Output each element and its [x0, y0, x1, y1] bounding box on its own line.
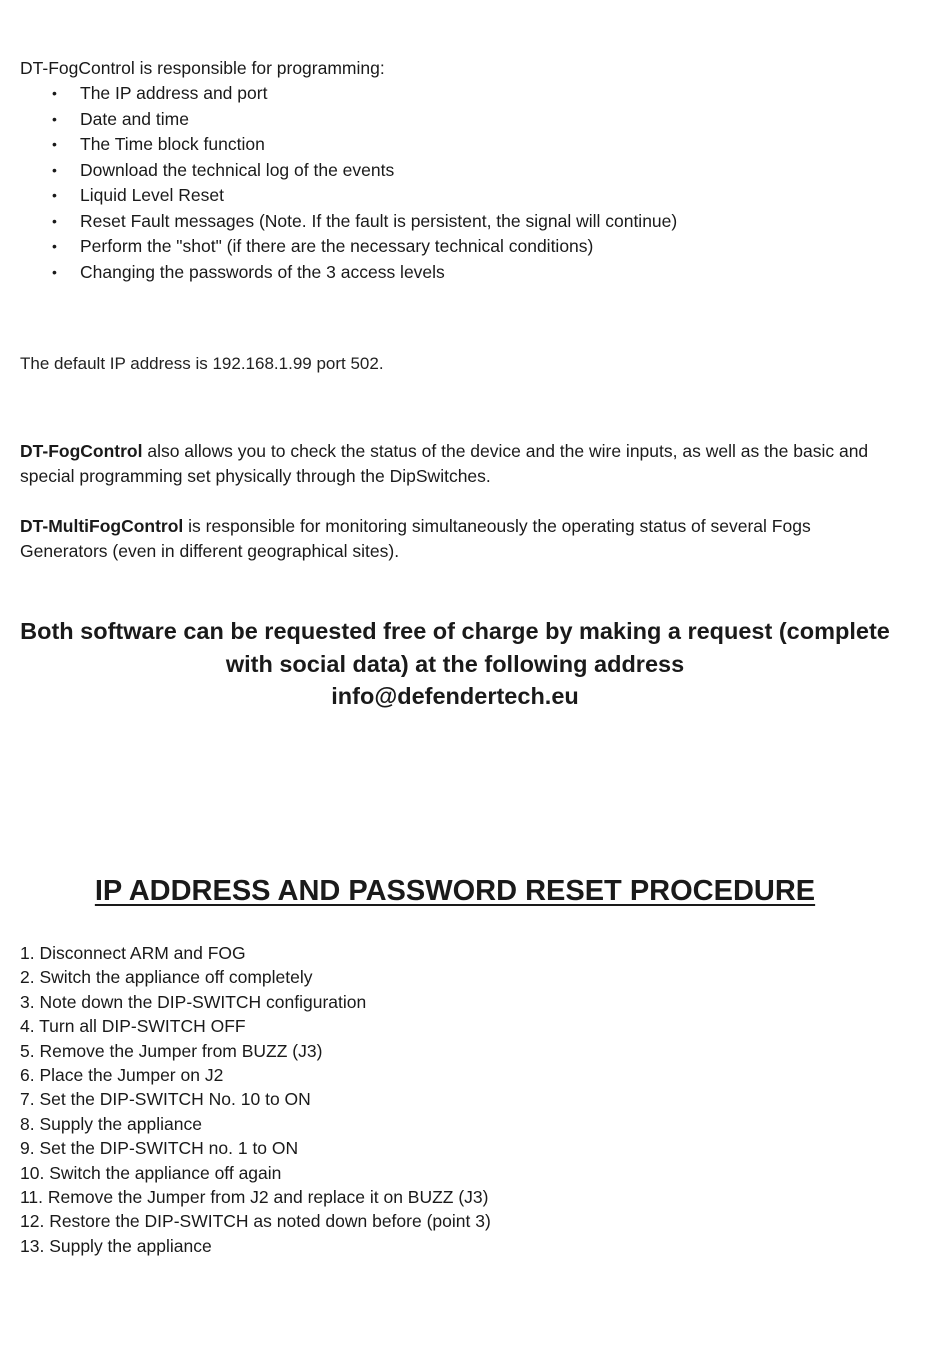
list-item: 10. Switch the appliance off again	[20, 1162, 282, 1183]
bullet-icon: •	[52, 161, 57, 178]
list-item	[20, 234, 677, 260]
notice-line-1: Both software can be requested free of charge by making a request (complete	[20, 618, 890, 644]
list-item	[20, 209, 677, 235]
list-item: 7. Set the DIP-SWITCH No. 10 to ON	[20, 1089, 311, 1110]
feature-list	[20, 81, 677, 285]
bullet-icon: •	[52, 136, 57, 152]
feature-item-label: Reset Fault messages (Note. If the fault is persistent, the signal will continue)	[80, 210, 678, 231]
bullet-icon: •	[52, 238, 57, 254]
list-item: 2. Switch the appliance off completely	[20, 967, 313, 988]
feature-item-label: The Time block function	[80, 134, 265, 154]
list-item: 13. Supply the appliance	[20, 1235, 212, 1256]
feature-item-label: Changing the passwords of the 3 access levels	[80, 261, 445, 282]
list-item: 9. Set the DIP-SWITCH no. 1 to ON	[20, 1138, 299, 1159]
list-item	[20, 132, 677, 158]
bullet-icon: •	[52, 263, 57, 280]
feature-item-label: The IP address and port	[80, 83, 268, 103]
list-item	[20, 260, 677, 286]
default-ip-text: The default IP address is 192.168.1.99 port 502.	[20, 354, 384, 373]
notice-line-2: with social data) at the following address	[225, 650, 685, 677]
procedure-title: IP ADDRESS AND PASSWORD RESET PROCEDURE	[94, 875, 816, 907]
feature-item-label: Liquid Level Reset	[80, 185, 224, 205]
list-item: 8. Supply the appliance	[20, 1113, 202, 1134]
multifogcontrol-product-name: DT-MultiFogControl	[20, 516, 184, 536]
bullet-icon: •	[52, 85, 57, 101]
multifogcontrol-paragraph	[20, 514, 900, 563]
list-item: 3. Note down the DIP-SWITCH configuration	[20, 991, 367, 1012]
fogcontrol-description: also allows you to check the status of the device and the wire inputs, as well as the basic and special programming set physically through the DipSwitches.	[20, 441, 869, 486]
list-item	[20, 81, 677, 107]
list-item	[20, 183, 677, 209]
list-item: 1. Disconnect ARM and FOG	[20, 943, 246, 963]
list-item: 5. Remove the Jumper from BUZZ (J3)	[20, 1040, 323, 1061]
feature-item-label: Perform the "shot" (if there are the necessary technical conditions)	[80, 236, 594, 256]
fogcontrol-paragraph	[20, 439, 900, 488]
list-item	[20, 107, 677, 133]
free-software-notice	[0, 615, 910, 713]
multifogcontrol-description: is responsible for monitoring simultaneously the operating status of several Fogs Generators (even in different geographical sites).	[20, 516, 811, 561]
list-item: 11. Remove the Jumper from J2 and replace it on BUZZ (J3)	[20, 1186, 489, 1207]
feature-item-label: Date and time	[80, 108, 189, 129]
procedure-step-list	[20, 941, 491, 1258]
bullet-icon: •	[52, 110, 57, 127]
list-item: 4. Turn all DIP-SWITCH OFF	[20, 1016, 246, 1037]
list-item: 6. Place the Jumper on J2	[20, 1064, 224, 1085]
bullet-icon: •	[52, 187, 57, 203]
contact-email: info@defendertech.eu	[331, 683, 579, 709]
list-item: 12. Restore the DIP-SWITCH as noted down before (point 3)	[20, 1211, 491, 1232]
intro-text: DT-FogControl is responsible for programming:	[20, 58, 385, 78]
fogcontrol-product-name: DT-FogControl	[20, 441, 143, 461]
bullet-icon: •	[52, 212, 57, 229]
feature-item-label: Download the technical log of the events	[80, 159, 395, 180]
list-item	[20, 158, 677, 184]
